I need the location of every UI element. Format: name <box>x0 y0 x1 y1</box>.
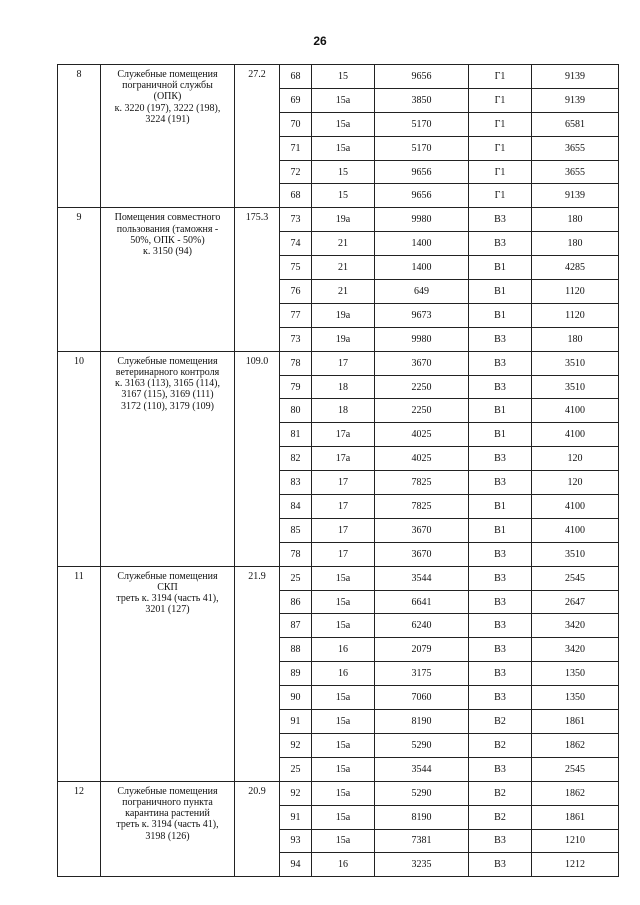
cell-point-number: 25 <box>280 757 312 781</box>
cell-distance: 9139 <box>532 88 619 112</box>
cell-distance: 3510 <box>532 542 619 566</box>
group-area: 21.9 <box>235 566 280 781</box>
cell-length: 5170 <box>375 112 469 136</box>
cell-distance: 3655 <box>532 160 619 184</box>
cell-distance: 1212 <box>532 853 619 877</box>
group-description <box>101 781 235 877</box>
cell-zone: В1 <box>469 256 532 280</box>
cell-point-number: 93 <box>280 829 312 853</box>
cell-point-number: 84 <box>280 495 312 519</box>
cell-distance: 9139 <box>532 184 619 208</box>
cell-zone: В3 <box>469 327 532 351</box>
description-line: 50%, ОПК - 50%) <box>130 234 205 246</box>
cell-cell-type: 17 <box>312 518 375 542</box>
cell-point-number: 92 <box>280 781 312 805</box>
table-row <box>58 781 619 805</box>
cell-length: 9673 <box>375 303 469 327</box>
cell-length: 2079 <box>375 638 469 662</box>
cell-length: 7381 <box>375 829 469 853</box>
cell-distance: 120 <box>532 471 619 495</box>
cell-length: 3670 <box>375 542 469 566</box>
cell-point-number: 77 <box>280 303 312 327</box>
cell-cell-type: 16 <box>312 638 375 662</box>
cell-cell-type: 18 <box>312 375 375 399</box>
description-line: к. 3220 (197), 3222 (198), <box>114 102 221 114</box>
cell-distance: 1862 <box>532 781 619 805</box>
cell-distance: 4100 <box>532 495 619 519</box>
cell-cell-type: 17 <box>312 495 375 519</box>
group-number: 8 <box>58 65 101 208</box>
cell-cell-type: 16 <box>312 662 375 686</box>
cell-zone: В3 <box>469 590 532 614</box>
group-number: 9 <box>58 208 101 351</box>
description-line: СКП <box>157 581 178 593</box>
cell-length: 6240 <box>375 614 469 638</box>
group-description <box>101 208 235 351</box>
cell-length: 2250 <box>375 399 469 423</box>
description-line: к. 3150 (94) <box>142 245 193 257</box>
cell-point-number: 94 <box>280 853 312 877</box>
cell-length: 5290 <box>375 733 469 757</box>
cell-distance: 1350 <box>532 662 619 686</box>
cell-point-number: 76 <box>280 280 312 304</box>
group-number: 10 <box>58 351 101 566</box>
cell-point-number: 73 <box>280 208 312 232</box>
description-line: к. 3163 (113), 3165 (114), <box>115 378 220 390</box>
cell-distance: 1861 <box>532 805 619 829</box>
description-line: 3198 (126) <box>145 830 190 842</box>
cell-cell-type: 15а <box>312 710 375 734</box>
description-line: Помещения совместного <box>114 212 221 224</box>
table-row <box>58 351 619 375</box>
cell-distance: 180 <box>532 208 619 232</box>
cell-distance: 120 <box>532 447 619 471</box>
cell-point-number: 83 <box>280 471 312 495</box>
description-line: карантина растений <box>125 808 210 820</box>
description-line: Служебные помещения <box>117 69 218 80</box>
description-line: (ОПК) <box>153 91 182 103</box>
cell-distance: 2647 <box>532 590 619 614</box>
cell-length: 1400 <box>375 256 469 280</box>
cell-zone: Г1 <box>469 88 532 112</box>
group-number: 12 <box>58 781 101 877</box>
cell-zone: В1 <box>469 303 532 327</box>
cell-length: 2250 <box>375 375 469 399</box>
cell-zone: В3 <box>469 566 532 590</box>
table-row <box>58 208 619 232</box>
description-line: пользования (таможня - <box>116 223 219 235</box>
cell-cell-type: 15 <box>312 160 375 184</box>
cell-distance: 3420 <box>532 638 619 662</box>
cell-length: 649 <box>375 280 469 304</box>
cell-distance: 1120 <box>532 280 619 304</box>
cell-point-number: 75 <box>280 256 312 280</box>
premises-table <box>57 64 619 877</box>
cell-cell-type: 19а <box>312 208 375 232</box>
cell-point-number: 74 <box>280 232 312 256</box>
cell-zone: В2 <box>469 781 532 805</box>
cell-point-number: 81 <box>280 423 312 447</box>
description-line: треть к. 3194 (часть 41), <box>116 819 219 831</box>
cell-zone: Г1 <box>469 112 532 136</box>
cell-point-number: 68 <box>280 184 312 208</box>
cell-length: 3670 <box>375 518 469 542</box>
cell-length: 7825 <box>375 495 469 519</box>
cell-length: 9656 <box>375 160 469 184</box>
group-area: 109.0 <box>235 351 280 566</box>
cell-point-number: 89 <box>280 662 312 686</box>
description-line: Служебные помещения <box>117 785 218 797</box>
cell-point-number: 78 <box>280 351 312 375</box>
cell-zone: В1 <box>469 423 532 447</box>
cell-zone: В1 <box>469 518 532 542</box>
cell-distance: 9139 <box>532 65 619 89</box>
cell-cell-type: 17 <box>312 542 375 566</box>
page-number: 26 <box>313 34 327 48</box>
cell-point-number: 68 <box>280 65 312 89</box>
cell-cell-type: 15а <box>312 566 375 590</box>
cell-cell-type: 15а <box>312 805 375 829</box>
cell-distance: 3510 <box>532 375 619 399</box>
cell-cell-type: 17а <box>312 423 375 447</box>
cell-zone: Г1 <box>469 136 532 160</box>
cell-length: 9656 <box>375 65 469 89</box>
description-line: 3201 (127) <box>145 604 190 616</box>
cell-point-number: 91 <box>280 805 312 829</box>
cell-distance: 1120 <box>532 303 619 327</box>
cell-length: 3850 <box>375 88 469 112</box>
cell-zone: В2 <box>469 733 532 757</box>
cell-cell-type: 15а <box>312 590 375 614</box>
description-line: треть к. 3194 (часть 41), <box>116 593 219 605</box>
cell-cell-type: 15а <box>312 136 375 160</box>
cell-zone: В3 <box>469 542 532 566</box>
cell-cell-type: 21 <box>312 232 375 256</box>
cell-cell-type: 21 <box>312 280 375 304</box>
cell-point-number: 85 <box>280 518 312 542</box>
cell-distance: 3420 <box>532 614 619 638</box>
cell-cell-type: 15а <box>312 733 375 757</box>
cell-point-number: 90 <box>280 686 312 710</box>
table-row <box>58 566 619 590</box>
cell-zone: В2 <box>469 805 532 829</box>
cell-point-number: 72 <box>280 160 312 184</box>
cell-zone: В3 <box>469 375 532 399</box>
cell-length: 3544 <box>375 566 469 590</box>
cell-zone: В1 <box>469 495 532 519</box>
cell-point-number: 80 <box>280 399 312 423</box>
cell-point-number: 25 <box>280 566 312 590</box>
cell-cell-type: 15 <box>312 184 375 208</box>
cell-cell-type: 17а <box>312 447 375 471</box>
cell-point-number: 70 <box>280 112 312 136</box>
cell-distance: 4100 <box>532 423 619 447</box>
cell-distance: 2545 <box>532 757 619 781</box>
group-area: 20.9 <box>235 781 280 877</box>
cell-distance: 1861 <box>532 710 619 734</box>
cell-cell-type: 16 <box>312 853 375 877</box>
cell-distance: 4100 <box>532 518 619 542</box>
cell-zone: В3 <box>469 638 532 662</box>
cell-length: 3544 <box>375 757 469 781</box>
cell-distance: 3655 <box>532 136 619 160</box>
description-line: пограничного пункта <box>122 796 213 808</box>
cell-distance: 4285 <box>532 256 619 280</box>
table-row <box>58 65 619 89</box>
cell-zone: В3 <box>469 614 532 638</box>
cell-length: 3235 <box>375 853 469 877</box>
cell-zone: В3 <box>469 662 532 686</box>
cell-cell-type: 15 <box>312 65 375 89</box>
cell-zone: В3 <box>469 447 532 471</box>
cell-length: 3670 <box>375 351 469 375</box>
cell-length: 5290 <box>375 781 469 805</box>
cell-point-number: 88 <box>280 638 312 662</box>
cell-zone: В1 <box>469 399 532 423</box>
cell-length: 6641 <box>375 590 469 614</box>
cell-point-number: 71 <box>280 136 312 160</box>
group-number: 11 <box>58 566 101 781</box>
cell-distance: 1210 <box>532 829 619 853</box>
cell-cell-type: 15а <box>312 112 375 136</box>
cell-distance: 1350 <box>532 686 619 710</box>
description-line: Служебные помещения <box>117 355 218 367</box>
cell-cell-type: 17 <box>312 471 375 495</box>
cell-point-number: 79 <box>280 375 312 399</box>
group-area: 27.2 <box>235 65 280 208</box>
description-line: 3172 (110), 3179 (109) <box>121 400 214 412</box>
cell-zone: В1 <box>469 280 532 304</box>
cell-zone: В3 <box>469 232 532 256</box>
cell-distance: 2545 <box>532 566 619 590</box>
cell-zone: В3 <box>469 853 532 877</box>
cell-zone: В3 <box>469 351 532 375</box>
cell-cell-type: 15а <box>312 781 375 805</box>
cell-cell-type: 19а <box>312 327 375 351</box>
cell-distance: 6581 <box>532 112 619 136</box>
cell-length: 1400 <box>375 232 469 256</box>
cell-zone: Г1 <box>469 184 532 208</box>
cell-point-number: 91 <box>280 710 312 734</box>
cell-length: 9656 <box>375 184 469 208</box>
cell-length: 8190 <box>375 710 469 734</box>
cell-cell-type: 15а <box>312 88 375 112</box>
cell-distance: 3510 <box>532 351 619 375</box>
cell-zone: Г1 <box>469 160 532 184</box>
cell-point-number: 78 <box>280 542 312 566</box>
description-line: пограничной службы <box>122 80 213 92</box>
cell-length: 9980 <box>375 208 469 232</box>
cell-length: 7060 <box>375 686 469 710</box>
cell-distance: 4100 <box>532 399 619 423</box>
cell-zone: В3 <box>469 757 532 781</box>
cell-point-number: 92 <box>280 733 312 757</box>
description-line: 3167 (115), 3169 (111) <box>121 389 214 401</box>
cell-point-number: 82 <box>280 447 312 471</box>
group-area: 175.3 <box>235 208 280 351</box>
cell-length: 5170 <box>375 136 469 160</box>
group-description <box>101 65 235 208</box>
cell-cell-type: 21 <box>312 256 375 280</box>
group-description <box>101 566 235 781</box>
cell-point-number: 86 <box>280 590 312 614</box>
cell-zone: В3 <box>469 686 532 710</box>
description-line: ветеринарного контроля <box>115 366 220 378</box>
cell-length: 9980 <box>375 327 469 351</box>
description-line: 3224 (191) <box>145 113 190 125</box>
cell-length: 7825 <box>375 471 469 495</box>
cell-cell-type: 17 <box>312 351 375 375</box>
cell-distance: 180 <box>532 232 619 256</box>
cell-point-number: 73 <box>280 327 312 351</box>
group-description <box>101 351 235 566</box>
cell-length: 4025 <box>375 423 469 447</box>
cell-cell-type: 15а <box>312 757 375 781</box>
cell-length: 4025 <box>375 447 469 471</box>
cell-zone: В3 <box>469 208 532 232</box>
cell-point-number: 87 <box>280 614 312 638</box>
cell-cell-type: 19а <box>312 303 375 327</box>
cell-zone: В3 <box>469 829 532 853</box>
cell-zone: В3 <box>469 471 532 495</box>
cell-zone: В2 <box>469 710 532 734</box>
cell-cell-type: 15а <box>312 686 375 710</box>
description-line: Служебные помещения <box>117 570 218 582</box>
table-body <box>58 65 619 877</box>
cell-length: 3175 <box>375 662 469 686</box>
cell-distance: 1862 <box>532 733 619 757</box>
cell-length: 8190 <box>375 805 469 829</box>
cell-cell-type: 15а <box>312 614 375 638</box>
cell-cell-type: 15а <box>312 829 375 853</box>
cell-point-number: 69 <box>280 88 312 112</box>
cell-cell-type: 18 <box>312 399 375 423</box>
cell-distance: 180 <box>532 327 619 351</box>
cell-zone: Г1 <box>469 65 532 89</box>
